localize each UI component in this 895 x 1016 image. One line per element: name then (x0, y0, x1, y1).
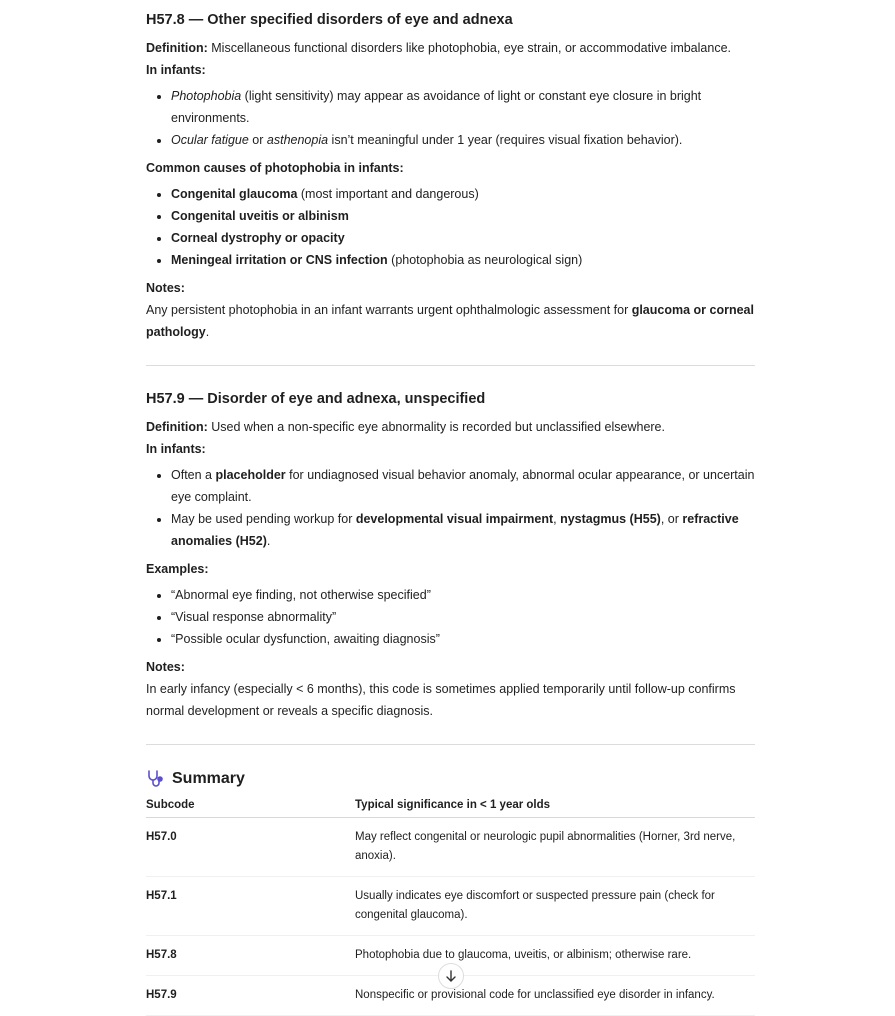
list-item (171, 249, 755, 271)
bold-text: In infants: (146, 442, 206, 456)
sections (146, 9, 755, 745)
text-run: , (553, 512, 561, 526)
column-header-significance: Typical significance in < 1 year olds (355, 795, 755, 818)
text-run: “Abnormal eye finding, not otherwise specified” (171, 588, 431, 602)
text-run: (photophobia as neurological sign) (387, 253, 583, 267)
list-item (171, 606, 755, 628)
significance-cell: Usually indicates eye discomfort or suspected pressure pain (check for congenital glaucoma). (355, 877, 755, 936)
subcode-cell: H57.1 (146, 877, 355, 936)
text-run: “Visual response abnormality” (171, 610, 337, 624)
bullet-list (146, 584, 755, 650)
summary-heading (146, 767, 755, 791)
bold-text: Examples: (146, 562, 209, 576)
significance-cell: Nonspecific or provisional code for unclassified eye disorder in infancy. (355, 976, 755, 1016)
italic-text: Photophobia (171, 89, 242, 103)
bold-text: placeholder (215, 468, 286, 482)
paragraph (146, 558, 755, 580)
text-run: (most important and dangerous) (297, 187, 479, 201)
section-title: H57.9 — Disorder of eye and adnexa, unspecified (146, 391, 486, 407)
bold-text: glaucoma or corneal pathology (146, 303, 754, 339)
list-item (171, 129, 755, 151)
subcode-cell: H57.8 (146, 936, 355, 976)
section-title: H57.8 — Other specified disorders of eye and adnexa (146, 12, 513, 28)
bullet-list (146, 183, 755, 271)
list-item (171, 464, 755, 508)
paragraph (146, 157, 755, 179)
italic-text: Ocular fatigue (171, 133, 249, 147)
bullet-list (146, 464, 755, 552)
bold-text: developmental visual impairment (355, 512, 554, 526)
list-item (171, 227, 755, 249)
bold-text: In infants: (146, 63, 206, 77)
section-h57-8 (146, 9, 755, 343)
subcode-cell: H57.9 (146, 976, 355, 1016)
bold-text: Notes: (146, 660, 185, 674)
text-run: . (205, 325, 210, 339)
text-run: Any persistent photophobia in an infant warrants urgent ophthalmologic assessment for (146, 303, 632, 317)
list-item (171, 628, 755, 650)
text-run: isn’t meaningful under 1 year (requires visual fixation behavior). (328, 133, 683, 147)
arrow-down-icon (445, 970, 457, 982)
section-h57-9 (146, 388, 755, 722)
bold-text: Definition: (146, 420, 208, 434)
text-run: Miscellaneous functional disorders like photophobia, eye strain, or accommodative imbalance. (207, 41, 731, 55)
list-item (171, 508, 755, 552)
column-header-subcode: Subcode (146, 795, 355, 818)
text-run: Often a (171, 468, 216, 482)
bold-text: Congenital uveitis or albinism (171, 209, 349, 223)
text-run: , or (660, 512, 683, 526)
bold-text: Notes: (146, 281, 185, 295)
paragraph (146, 678, 755, 722)
list-item (171, 85, 755, 129)
bold-text: Corneal dystrophy or opacity (171, 231, 345, 245)
significance-cell: Photophobia due to glaucoma, uveitis, or albinism; otherwise rare. (355, 936, 755, 976)
paragraph (146, 299, 755, 343)
text-run: “Possible ocular dysfunction, awaiting diagnosis” (171, 632, 440, 646)
paragraph (146, 438, 755, 460)
text-run: (light sensitivity) may appear as avoidance of light or constant eye closure in bright environments. (171, 89, 702, 125)
text-run: for undiagnosed visual behavior anomaly, abnormal ocular appearance, or uncertain eye complaint. (171, 468, 755, 504)
bold-text: Common causes of photophobia in infants: (146, 161, 404, 175)
table-row (146, 818, 755, 877)
bold-text: nystagmus (H55) (560, 512, 661, 526)
paragraph (146, 656, 755, 678)
divider (146, 744, 755, 745)
stethoscope-icon (146, 769, 166, 789)
document-content (146, 9, 755, 1016)
summary-title: Summary (172, 770, 245, 787)
italic-text: asthenopia (266, 133, 329, 147)
paragraph (146, 416, 755, 438)
text-run: or (248, 133, 267, 147)
bold-text: Definition: (146, 41, 208, 55)
bold-text: refractive anomalies (H52) (171, 512, 739, 548)
list-item (171, 584, 755, 606)
bold-text: Meningeal irritation or CNS infection (171, 253, 388, 267)
text-run: May be used pending workup for (171, 512, 356, 526)
paragraph (146, 59, 755, 81)
bold-text: Congenital glaucoma (171, 187, 298, 201)
text-run: Used when a non-specific eye abnormality is recorded but unclassified elsewhere. (207, 420, 665, 434)
scroll-down-button[interactable] (438, 963, 464, 989)
table-row (146, 877, 755, 936)
list-item (171, 205, 755, 227)
list-item (171, 183, 755, 205)
text-run: In early infancy (especially < 6 months), this code is sometimes applied temporarily until follow-up confirms normal development or reveals a specific diagnosis. (146, 682, 736, 718)
table-header-row (146, 795, 755, 818)
significance-cell: May reflect congenital or neurologic pupil abnormalities (Horner, 3rd nerve, anoxia). (355, 818, 755, 877)
bullet-list (146, 85, 755, 151)
divider (146, 365, 755, 366)
subcode-cell: H57.0 (146, 818, 355, 877)
text-run: . (266, 534, 271, 548)
paragraph (146, 37, 755, 59)
paragraph (146, 277, 755, 299)
